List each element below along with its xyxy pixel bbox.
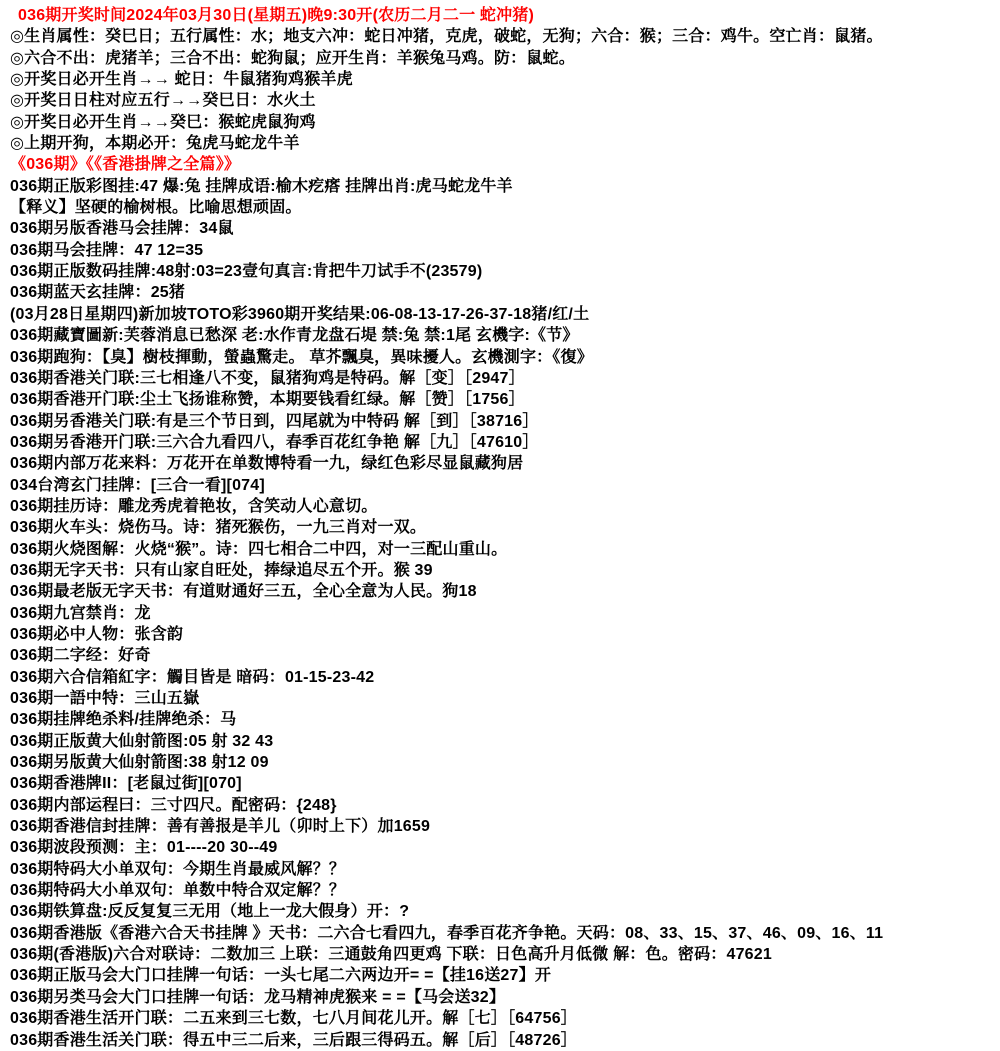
text-line: 036期九宫禁肖：龙 (10, 604, 151, 622)
text-line: 036期香港信封挂牌：善有善报是羊儿（卯时上下）加1659 (10, 818, 431, 836)
text-line: ◎上期开狗，本期必开：兔虎马蛇龙牛羊 (10, 135, 300, 153)
text-line: 036期火烧图解：火烧“猴”。诗：四七相合二中四，对一三配山重山。 (10, 540, 508, 558)
text-line: 036期蓝天玄挂牌：25猪 (10, 284, 186, 302)
text-line: ◎六合不出：虎猪羊；三合不出：蛇狗鼠；应开生肖：羊猴兔马鸡。防：鼠蛇。 (10, 49, 575, 67)
text-line: 034台湾玄门挂牌：[三合一看][074] (10, 476, 265, 494)
text-line: 036期正版数码挂牌:48射:03=23壹句真言:肯把牛刀试手不(23579) (10, 263, 483, 281)
text-line: 036期特码大小单双句：今期生肖最威风解？？ (10, 860, 346, 878)
text-line: (03月28日星期四)新加坡TOTO彩3960期开奖结果:06-08-13-17-26-37-18猪/红/土 (10, 305, 590, 323)
text-line: ◎生肖属性：癸巳日；五行属性：水；地支六冲：蛇日冲猪，克虎，破蛇，无狗；六合：猴；三合：鸡牛。空亡肖：鼠猪。 (10, 28, 883, 46)
text-line: 036期香港牌II：[老鼠过街][070] (10, 775, 242, 793)
text-line: 036期跑狗：【臭】樹枝揮動，螢蟲驚走。 草芥飄臭，異味擾人。玄機測字：《復》 (10, 348, 593, 366)
header-line: 《036期》《《香港掛牌之全篇》》 (10, 156, 241, 174)
text-line: ◎开奖日必开生肖→→癸巳：猴蛇虎鼠狗鸡 (10, 113, 316, 131)
text-line: 036期香港开门联:尘土飞扬谁称赞，本期要钱看红绿。解［赞］［1756］ (10, 391, 525, 409)
text-line: 036期特码大小单双句：单数中特合双定解？？ (10, 882, 346, 900)
text-line: 036期最老版无字天书：有道财通好三五，全心全意为人民。狗18 (10, 583, 477, 601)
text-line: 036期马会挂牌：47 12=35 (10, 241, 204, 259)
text-line: 036期另类马会大门口挂牌一句话：龙马精神虎猴来 = =【马会送32】 (10, 988, 506, 1006)
text-line: 036期藏寶圖新:芙蓉消息已愁深 老:水作青龙盘石堤 禁:兔 禁:1尾 玄機字:《节》 (10, 327, 579, 345)
text-line: 036期另版香港马会挂牌：34鼠 (10, 220, 234, 238)
text-line: 036期另香港关门联:有是三个节日到，四尾就为中特码 解［到］［38716］ (10, 412, 539, 430)
text-line: 【释义】坚硬的榆树根。比喻思想顽固。 (10, 199, 302, 217)
text-line: 036期另版黄大仙射箭图:38 射12 09 (10, 754, 269, 772)
text-line: 036期无字天书：只有山家自旺处，捧绿追尽五个开。猴 39 (10, 561, 433, 579)
text-line: 036期一語中特：三山五嶽 (10, 690, 200, 707)
text-line: 036期香港版《香港六合天书挂牌 》天书：二六合七看四九，春季百花齐争艳。天码：08、33、15、37、46、09、16、11 (10, 924, 884, 942)
text-line: ◎开奖日必开生肖→→ 蛇日：牛鼠猪狗鸡猴羊虎 (10, 71, 353, 89)
text-line: 036期另香港开门联:三六合九看四八，春季百花红争艳 解［九］［47610］ (10, 433, 539, 451)
header-line: 036期开奖时间2024年03月30日(星期五)晚9:30开(农历二月二一 蛇冲猪) (18, 7, 535, 24)
text-line: 036期正版黄大仙射箭图:05 射 32 43 (10, 732, 274, 750)
text-line: 036期火车头：烧伤马。诗：猪死猴伤，一九三肖对一双。 (10, 519, 427, 537)
text-line: 036期六合信箱紅字：觸目皆是 暗码：01-15-23-42 (10, 668, 375, 686)
text-line: 036期(香港版)六合对联诗：二数加三 上联：三通鼓角四更鸡 下联：日色高升月低微 解：色。密码：47621 (10, 946, 772, 964)
text-line: 036期波段预测：主：01----20 30--49 (10, 839, 278, 857)
text-line: 036期香港生活开门联：二五来到三七数，七八月间花儿开。解［七］［64756］ (10, 1010, 577, 1028)
text-line: 036期内部运程曰：三寸四尺。配密码：{248} (10, 796, 337, 814)
text-line: 036期挂历诗：雕龙秀虎着艳妆，含笑动人心意切。 (10, 497, 378, 515)
text-line: 036期正版彩图挂:47 爆:兔 挂牌成语:榆木疙瘩 挂牌出肖:虎马蛇龙牛羊 (10, 177, 513, 195)
text-line: 036期香港关门联:三七相逢八不变，鼠猪狗鸡是特码。解［变］［2947］ (10, 369, 525, 387)
text-line: 036期正版马会大门口挂牌一句话：一头七尾二六两边开= =【挂16送27】开 (10, 967, 552, 985)
text-line: 036期铁算盘:反反复复三无用（地上一龙大假身）开：? (10, 903, 410, 921)
text-line: 036期必中人物：张含韵 (10, 625, 184, 643)
text-line: ◎开奖日日柱对应五行→→癸巳日：水火土 (10, 92, 316, 110)
text-line: 036期挂牌绝杀料/挂牌绝杀：马 (10, 711, 237, 729)
text-line: 036期二字经：好奇 (10, 647, 151, 665)
text-line: 036期香港生活关门联：得五中三二后来，三后跟三得码五。解［后］［48726］ (10, 1031, 577, 1049)
text-line: 036期内部万花来料：万花开在单数博特看一九，绿红色彩尽显鼠藏狗居 (10, 455, 524, 473)
